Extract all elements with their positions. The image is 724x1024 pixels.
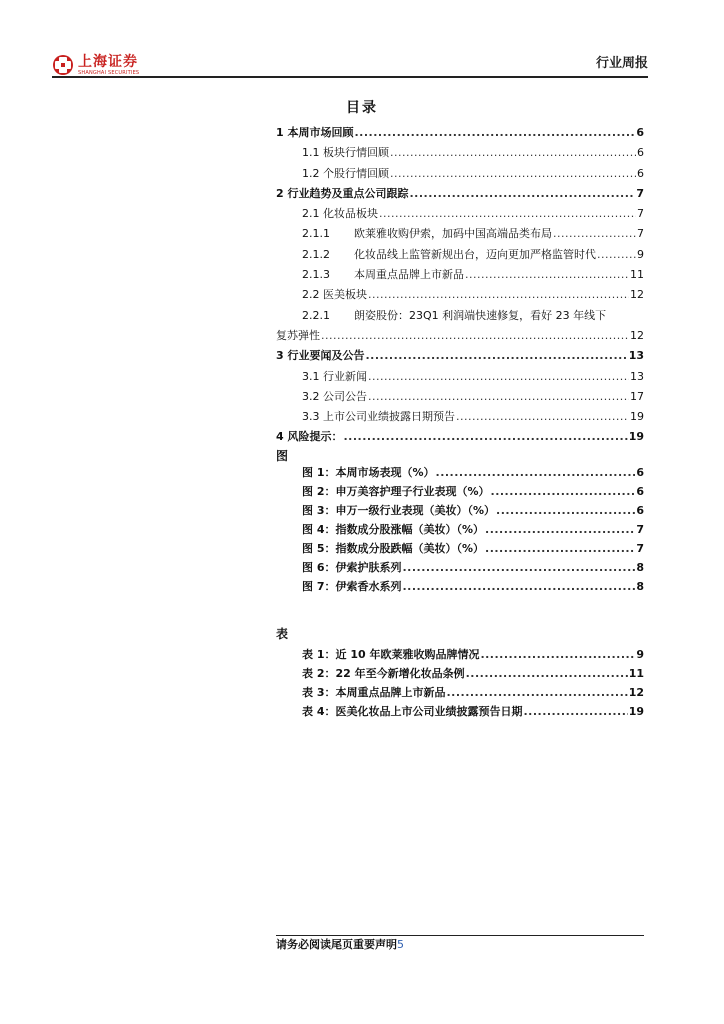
figure-entry[interactable]: [276, 559, 644, 578]
toc-entry-text: [302, 266, 464, 282]
table-of-contents: [276, 124, 644, 449]
toc-entry[interactable]: [276, 246, 644, 266]
toc-entry-page: 7: [636, 186, 644, 200]
toc-entry[interactable]: [276, 144, 644, 164]
toc-entry-page: 6: [637, 166, 644, 180]
figure-entry-label: 图 4：指数成分股涨幅（美妆）（%）: [302, 523, 485, 536]
toc-entry[interactable]: [276, 185, 644, 205]
toc-entry-title: 医美板块: [323, 288, 367, 302]
leader-dots: [368, 390, 629, 403]
leader-dots: [390, 167, 636, 180]
toc-entry-number: 3: [276, 349, 284, 363]
toc-entry-text: [302, 205, 378, 221]
page-number: 5: [397, 938, 404, 951]
table-entry-label: 表 3：本周重点品牌上市新品: [302, 686, 446, 699]
toc-entry-text: [302, 408, 455, 424]
toc-entry[interactable]: [276, 307, 644, 327]
leader-dots: [523, 705, 627, 718]
figure-entry-label: 图 3：申万一级行业表现（美妆）（%）: [302, 504, 496, 517]
leader-dots: [390, 146, 636, 159]
toc-entry-page: 9: [637, 247, 644, 261]
table-entry[interactable]: [276, 646, 644, 665]
leader-dots: [321, 329, 629, 342]
figure-entry-page: 6: [636, 504, 644, 517]
toc-entry[interactable]: [276, 368, 644, 388]
toc-entry[interactable]: [276, 205, 644, 225]
table-entry-page: 12: [628, 686, 644, 699]
toc-entry-text: [302, 144, 389, 160]
leader-dots: [465, 268, 629, 281]
toc-entry-text: [276, 124, 354, 140]
leader-dots: [436, 466, 636, 479]
toc-entry-page: 7: [637, 207, 644, 221]
leader-dots: [344, 430, 628, 443]
toc-entry[interactable]: [276, 347, 644, 367]
toc-entry-continued[interactable]: [276, 327, 644, 347]
tables-heading: 表: [276, 627, 289, 641]
toc-entry-title: 公司公告: [323, 389, 367, 403]
toc-entry-text: [276, 185, 409, 201]
toc-entry-page: 6: [636, 126, 644, 139]
header-divider: [52, 76, 648, 78]
toc-entry-page: 13: [630, 369, 644, 383]
toc-entry-page: 12: [630, 288, 644, 302]
toc-title: 目录: [346, 100, 378, 116]
figure-list: [276, 464, 644, 597]
toc-entry-number: 3.3: [302, 410, 320, 424]
toc-entry-title: 欧莱雅收购伊索，加码中国高端品类布局: [354, 227, 552, 241]
toc-entry[interactable]: [276, 124, 644, 144]
toc-entry-text: [302, 225, 552, 241]
logo-name-en: SHANGHAI SECURITIES: [78, 69, 140, 76]
figure-entry[interactable]: [276, 540, 644, 559]
leader-dots: [446, 686, 627, 699]
footer-disclaimer: 请务必阅读尾页重要声明: [276, 938, 397, 951]
table-entry-page: 9: [636, 648, 644, 661]
logo-emblem-icon: [52, 54, 74, 76]
figure-entry-label: 图 1：本周市场表现（%）: [302, 466, 435, 479]
toc-entry-title: 行业要闻及公告: [287, 349, 365, 363]
table-entry[interactable]: [276, 665, 644, 684]
toc-entry[interactable]: [276, 286, 644, 306]
toc-entry-text: [302, 307, 606, 323]
figure-entry-page: 6: [636, 485, 644, 498]
figure-entry[interactable]: [276, 521, 644, 540]
toc-entry-title: 行业新闻: [323, 369, 367, 383]
leader-dots: [491, 485, 636, 498]
toc-entry-number: 2.1.3: [302, 268, 330, 282]
toc-entry-title: 化妆品板块: [323, 207, 378, 221]
leader-dots: [402, 561, 635, 574]
leader-dots: [410, 187, 636, 200]
toc-entry-title-continued: 复苏弹性: [276, 328, 320, 342]
leader-dots: [456, 410, 629, 423]
toc-entry-page: 7: [637, 227, 644, 241]
table-entry[interactable]: [276, 684, 644, 703]
toc-entry[interactable]: [276, 408, 644, 428]
company-logo: [52, 54, 139, 76]
figure-entry-page: 7: [636, 523, 644, 536]
leader-dots: [597, 248, 636, 261]
leader-dots: [496, 504, 635, 517]
toc-entry-title: 上市公司业绩披露日期预告: [323, 410, 455, 424]
toc-entry-number: 2.1: [302, 207, 320, 221]
figure-entry-page: 7: [636, 542, 644, 555]
figure-entry-page: 8: [636, 580, 644, 593]
leader-dots: [368, 370, 629, 383]
toc-entry-title: 朗姿股份：23Q1 利润端快速修复，看好 23 年线下: [354, 308, 607, 322]
toc-entry-title: 行业趋势及重点公司跟踪: [287, 186, 409, 200]
figure-entry-label: 图 6：伊索护肤系列: [302, 561, 402, 574]
toc-entry[interactable]: [276, 165, 644, 185]
leader-dots: [485, 523, 635, 536]
toc-entry-page: 6: [637, 146, 644, 160]
table-entry-page: 11: [628, 667, 644, 680]
table-entry-label: 表 4：医美化妆品上市公司业绩披露预告日期: [302, 705, 523, 718]
toc-entry-text: [276, 347, 365, 363]
figure-entry[interactable]: [276, 578, 644, 597]
table-entry-label: 表 2：22 年至今新增化妆品条例: [302, 667, 465, 680]
figure-entry-page: 8: [636, 561, 644, 574]
table-list: [276, 646, 644, 722]
figure-entry[interactable]: [276, 483, 644, 502]
figure-entry[interactable]: [276, 464, 644, 483]
toc-entry-title: 化妆品线上监管新规出台，迈向更加严格监管时代: [354, 247, 596, 261]
toc-entry[interactable]: [276, 428, 644, 448]
toc-entry-text: [302, 368, 367, 384]
toc-entry-page: 12: [630, 328, 644, 342]
toc-entry-number: 2.1.2: [302, 247, 330, 261]
toc-entry-number: 2.2.1: [302, 308, 330, 322]
toc-entry-text: [302, 165, 389, 181]
toc-entry-text: [302, 388, 367, 404]
footer: [276, 936, 404, 952]
toc-entry-page: 17: [630, 389, 644, 403]
leader-dots: [366, 349, 628, 362]
toc-entry-text: [302, 246, 596, 262]
toc-entry-title: 本周市场回顾: [287, 126, 354, 139]
figure-entry-label: 图 5：指数成分股跌幅（美妆）（%）: [302, 542, 485, 555]
toc-entry-number: 4: [276, 430, 284, 444]
toc-entry-number: 1.2: [302, 166, 320, 180]
toc-entry-number: 2.2: [302, 288, 320, 302]
toc-entry-text: [276, 428, 343, 444]
leader-dots: [480, 648, 635, 661]
leader-dots: [402, 580, 635, 593]
toc-entry-number: 3.2: [302, 389, 320, 403]
leader-dots: [485, 542, 635, 555]
toc-entry-title: 本周重点品牌上市新品: [354, 268, 464, 282]
logo-name-cn: 上海证券: [78, 53, 138, 70]
leader-dots: [355, 126, 636, 139]
toc-entry[interactable]: [276, 266, 644, 286]
toc-entry-number: 2.1.1: [302, 227, 330, 241]
toc-entry-title: 个股行情回顾: [323, 166, 389, 180]
figure-entry-label: 图 7：伊索香水系列: [302, 580, 402, 593]
table-entry-page: 19: [628, 705, 644, 718]
toc-entry[interactable]: [276, 225, 644, 245]
figures-heading: 图: [276, 449, 289, 463]
toc-entry-page: 19: [630, 410, 644, 424]
table-entry[interactable]: [276, 703, 644, 722]
toc-entry-text: [302, 286, 367, 302]
figure-entry-label: 图 2：申万美容护理子行业表现（%）: [302, 485, 490, 498]
toc-entry-number: 2: [276, 186, 284, 200]
toc-entry-page: 13: [628, 349, 644, 363]
figure-entry[interactable]: [276, 502, 644, 521]
toc-entry-page: 11: [630, 268, 644, 282]
toc-entry-title: 风险提示：: [287, 430, 343, 444]
toc-entry[interactable]: [276, 388, 644, 408]
figure-entry-page: 6: [636, 466, 644, 479]
toc-entry-number: 3.1: [302, 369, 320, 383]
leader-dots: [466, 667, 628, 680]
report-type: 行业周报: [595, 56, 648, 71]
leader-dots: [368, 288, 629, 301]
toc-entry-title: 板块行情回顾: [323, 146, 389, 160]
toc-entry-number: 1: [276, 126, 284, 139]
toc-entry-page: 19: [628, 430, 644, 444]
leader-dots: [553, 227, 636, 240]
toc-entry-number: 1.1: [302, 146, 320, 160]
table-entry-label: 表 1：近 10 年欧莱雅收购品牌情况: [302, 648, 480, 661]
leader-dots: [379, 207, 636, 220]
